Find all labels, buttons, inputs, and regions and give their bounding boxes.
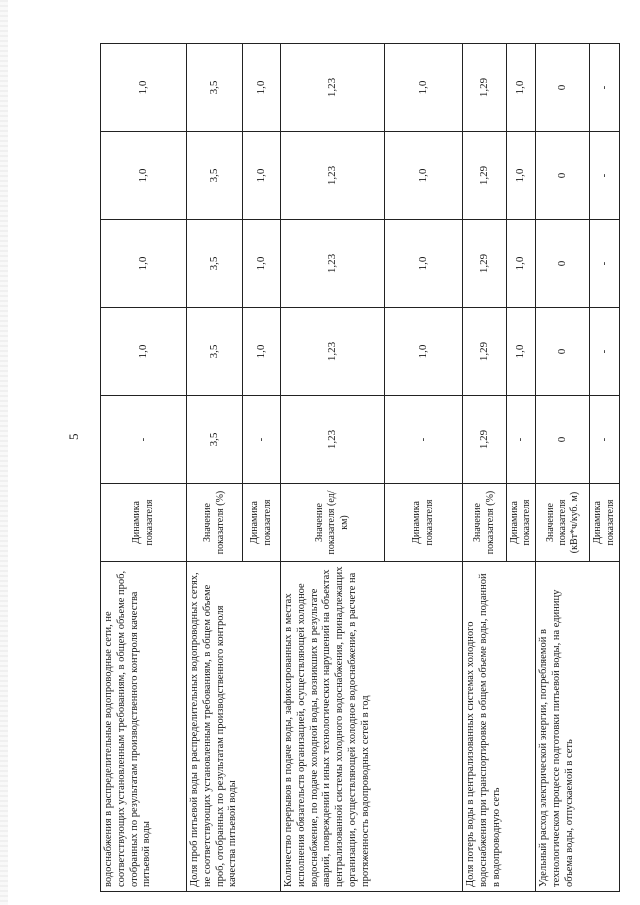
indicator-value: 1,23 [281,396,385,484]
indicator-value: 1,29 [463,220,507,308]
indicator-value: - [590,220,619,308]
indicator-value: 3,5 [187,44,243,132]
indicator-value: 1,0 [385,132,463,220]
indicator-value: 1,0 [101,44,187,132]
indicator-value: 1,0 [385,44,463,132]
indicator-description: Количество перерывов в подаче воды, зафиксированных в местах исполнения обязательств организацией, осуществляющей холодное водоснабжение, по подаче холодной воды, возникших в результате аварий, повреждений и иных технологических нарушений на объектах централизованной системы холодного водоснабжения, принадлежащих организации, осуществляющей холодное водоснабжение, в расчете на протяженность водопроводных сетей в год [281,562,463,892]
indicator-label: Значение показателя (кВт*ч/куб. м) [536,484,590,562]
indicator-label: Динамика показателя [243,484,281,562]
indicator-value: 1,29 [463,396,507,484]
indicator-value: 1,0 [507,308,536,396]
indicator-value: 3,5 [187,132,243,220]
indicator-value: 0 [536,308,590,396]
indicator-label: Динамика показателя [385,484,463,562]
indicator-value: - [507,396,536,484]
indicator-value: 1,0 [243,308,281,396]
indicator-value: - [243,396,281,484]
table-row [101,44,187,892]
indicator-value: 1,23 [281,132,385,220]
indicator-value: - [590,132,619,220]
indicator-value: 1,23 [281,220,385,308]
indicator-value: 1,0 [507,44,536,132]
indicator-value: 1,0 [385,308,463,396]
indicator-value: 1,29 [463,308,507,396]
indicator-value: 1,23 [281,308,385,396]
indicator-label: Значение показателя (%) [187,484,243,562]
indicator-value: - [385,396,463,484]
indicator-description: Доля проб питьевой воды в распределительных водопроводных сетях, не соответствующих установленным требованиям, в общем объеме проб, отобранных по результатам производственного контроля качества питьевой воды [187,562,281,892]
indicator-value: 1,0 [507,220,536,308]
indicator-value: - [590,396,619,484]
table-row [187,44,243,892]
indicator-label: Значение показателя (ед/км) [281,484,385,562]
indicators-table-body [101,44,620,892]
indicator-value: 3,5 [187,220,243,308]
indicator-description: Удельный расход электрической энергии, потребляемой в технологическом процессе подготовки питьевой воды, на единицу объема воды, отпускаемой в сеть [536,562,619,892]
page-number: 5 [66,433,81,440]
indicators-table [100,43,620,892]
indicator-label: Динамика показателя [101,484,187,562]
indicator-value: 1,29 [463,132,507,220]
table-row [281,44,385,892]
indicator-value: - [590,308,619,396]
indicator-value: 1,0 [101,220,187,308]
indicator-value: 1,29 [463,44,507,132]
scan-edge-shading [0,0,8,905]
indicator-value: 3,5 [187,396,243,484]
indicator-value: 1,23 [281,44,385,132]
indicator-value: 1,0 [101,132,187,220]
indicator-value: 3,5 [187,308,243,396]
indicator-description: Доля потерь воды в централизованных системах холодного водоснабжения при транспортировке в общем объеме воды, поданной в водопроводную сеть [463,562,536,892]
indicator-label: Динамика показателя [590,484,619,562]
indicator-value: - [590,44,619,132]
indicator-description: водоснабжения в распределительные водопроводные сети, не соответствующих установленным требованиям, в общем объеме проб, отобранных по результатам производственного контроля качества питьевой воды [101,562,187,892]
rotated-table-container [100,44,616,892]
table-row [536,44,590,892]
indicator-value: 1,0 [385,220,463,308]
indicator-value: 0 [536,220,590,308]
indicator-value: 0 [536,132,590,220]
indicator-value: 1,0 [507,132,536,220]
indicator-value: 1,0 [243,44,281,132]
indicator-value: - [101,396,187,484]
indicator-value: 1,0 [101,308,187,396]
indicator-label: Динамика показателя [507,484,536,562]
indicator-value: 0 [536,44,590,132]
indicator-label: Значение показателя (%) [463,484,507,562]
indicator-value: 1,0 [243,132,281,220]
indicator-value: 1,0 [243,220,281,308]
indicator-value: 0 [536,396,590,484]
table-row [463,44,507,892]
